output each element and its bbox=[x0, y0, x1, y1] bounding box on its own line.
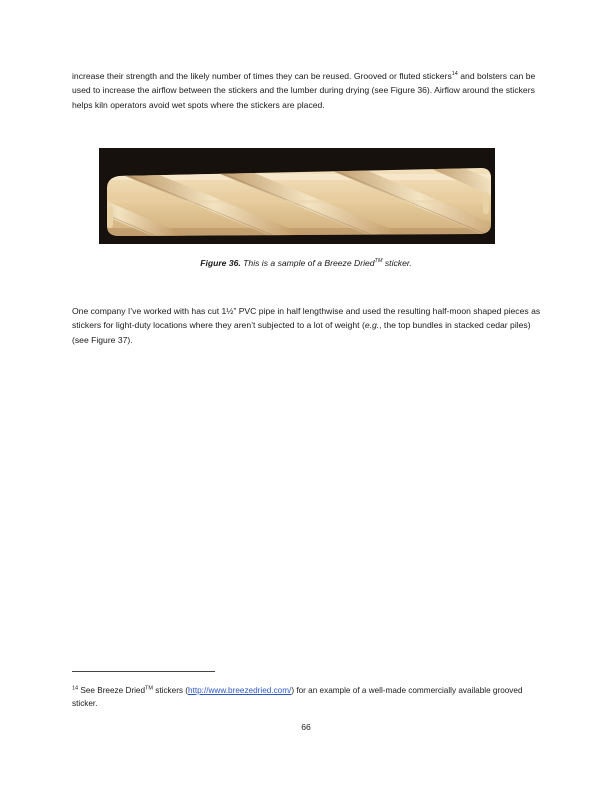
breezedried-link[interactable]: http://www.breezedried.com/ bbox=[188, 686, 292, 695]
trademark-mark: TM bbox=[374, 258, 383, 265]
footnote-text: stickers ( bbox=[152, 686, 189, 695]
paragraph-text: One company I’ve worked with has cut 1½” PVC pipe in half lengthwise and used the resulting half-moon shaped pieces as stickers for light-duty locations where they aren’t subjected to a lot of weight ( bbox=[72, 306, 541, 331]
footnote-number: 14 bbox=[72, 685, 79, 692]
footnote-text: ) for an example of a well-made commercially available grooved sticker. bbox=[72, 686, 523, 708]
trademark-mark: TM bbox=[145, 685, 153, 692]
paragraph-text: and bolsters can be used to increase the airflow between the stickers and the lumber during drying (see Figure 36). Airflow around the stickers helps kiln operators avoid wet spots where the stickers are placed. bbox=[72, 71, 536, 110]
paragraph-text: increase their strength and the likely number of times they can be reused. Grooved or fluted stickers bbox=[72, 71, 452, 81]
footnote-text: See Breeze Dried bbox=[78, 686, 146, 695]
footnote-reference[interactable]: 14 bbox=[451, 71, 458, 78]
caption-text: This is a sample of a Breeze Dried bbox=[240, 258, 375, 268]
paragraph-text: , the top bundles in stacked cedar piles) (see Figure 37). bbox=[72, 320, 531, 345]
figure-label: Figure 36. bbox=[200, 258, 241, 268]
footnote-divider bbox=[72, 671, 215, 672]
figure-36-photo bbox=[99, 148, 495, 244]
body-paragraph-1 bbox=[72, 69, 542, 112]
page-number: 66 bbox=[301, 722, 311, 732]
caption-text: sticker. bbox=[382, 258, 412, 268]
figure-36-caption bbox=[0, 258, 612, 268]
body-paragraph-2 bbox=[72, 304, 542, 347]
footnote-14 bbox=[72, 685, 542, 710]
italic-eg: e.g. bbox=[364, 320, 380, 331]
grooved-sticker-image bbox=[99, 148, 495, 244]
